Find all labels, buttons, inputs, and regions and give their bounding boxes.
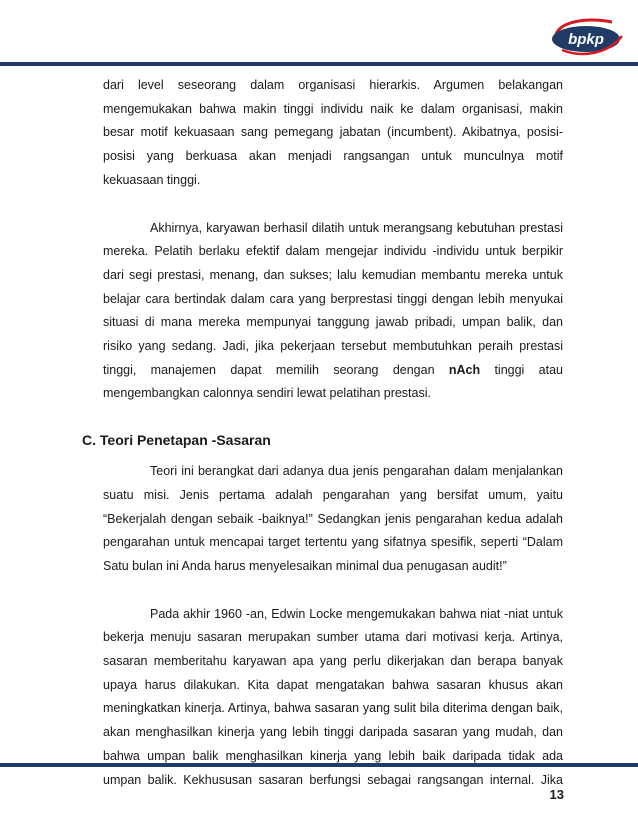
text-line: pengarahan untuk mencapai target tertentu yang sifatnya spesifik, seperti “Dalam xyxy=(103,535,563,550)
text-line: besar motif kekuasaan sang pemegang jabatan (incumbent). Akibatnya, posisi- xyxy=(103,125,563,140)
paragraph-2 xyxy=(103,217,563,407)
text-line: akan menghasilkan kinerja yang lebih tinggi daripada sasaran yang mudah, dan xyxy=(103,725,563,740)
text-line xyxy=(103,359,563,383)
text-line: bekerja menuju sasaran merupakan sumber utama dari motivasi kerja. Artinya, xyxy=(103,630,563,645)
bpkp-logo xyxy=(542,10,626,60)
text-line: Pada akhir 1960 -an, Edwin Locke mengemukakan bahwa niat -niat untuk xyxy=(150,606,563,621)
text-line: risiko yang sedang. Jadi, jika pekerjaan tersebut membutuhkan peraih prestasi xyxy=(103,339,563,354)
text-line: dari segi prestasi, menang, dan sukses; lalu kemudian membantu mereka untuk xyxy=(103,267,563,282)
text-line: belajar cara bertindak dalam cara yang berprestasi tinggi dengan lebih menyukai xyxy=(103,291,563,306)
text-line: upaya harus dilakukan. Kita dapat mengatakan bahwa sasaran khusus akan xyxy=(103,677,563,692)
text-line: situasi di mana mereka mempunyai tanggung jawab pribadi, umpan balik, dan xyxy=(103,315,563,330)
text-line: dari level seseorang dalam organisasi hierarkis. Argumen belakangan xyxy=(103,78,563,92)
paragraph-3 xyxy=(103,460,563,579)
text-line: “Bekerjalah dengan sebaik -baiknya!” Sedangkan jenis pengarahan kedua adalah xyxy=(103,511,563,526)
page-number: 13 xyxy=(549,787,564,802)
nach-term: nAch xyxy=(448,362,481,377)
text-segment: tinggi, manajemen dapat memilih seorang dengan xyxy=(103,362,435,377)
section-heading: C. Teori Penetapan -Sasaran xyxy=(82,432,271,449)
text-line: suatu misi. Jenis pertama adalah pengarahan yang bersifat umum, yaitu xyxy=(103,487,563,502)
text-line: umpan balik. Kekhususan sasaran berfungsi sebagai rangsangan internal. Jika xyxy=(103,772,563,787)
text-line: mengembangkan calonnya sendiri lewat pelatihan prestasi. xyxy=(103,386,431,401)
text-line: kekuasaan tinggi. xyxy=(103,172,201,187)
text-segment: tinggi atau xyxy=(494,362,563,377)
text-line: posisi yang berkuasa akan menjadi rangsangan untuk munculnya motif xyxy=(103,149,563,164)
text-line: Akhirnya, karyawan berhasil dilatih untuk merangsang kebutuhan prestasi xyxy=(150,220,563,235)
footer-rule xyxy=(0,763,638,767)
text-line: Teori ini berangkat dari adanya dua jenis pengarahan dalam menjalankan xyxy=(150,464,563,479)
text-line: mereka. Pelatih berlaku efektif dalam mengejar individu -individu untuk berpikir xyxy=(103,244,563,259)
text-line: meningkatkan kinerja. Artinya, bahwa sasaran yang sulit bila diterima dengan baik, xyxy=(103,701,563,716)
text-line: mengemukakan bahwa makin tinggi individu naik ke dalam organisasi, makin xyxy=(103,101,563,116)
paragraph-1 xyxy=(103,74,563,193)
header-rule xyxy=(0,62,638,66)
logo-text: bpkp xyxy=(568,31,604,48)
text-line: Satu bulan ini Anda harus menyelesaikan minimal dua penugasan audit!” xyxy=(103,558,507,573)
bpkp-logo-graphic xyxy=(542,10,626,60)
text-line: sasaran memberitahu karyawan apa yang perlu dikerjakan dan berapa banyak xyxy=(103,654,563,669)
document-body xyxy=(82,74,563,792)
text-line: bahwa umpan balik menghasilkan kinerja yang lebih baik daripada tidak ada xyxy=(103,748,563,763)
